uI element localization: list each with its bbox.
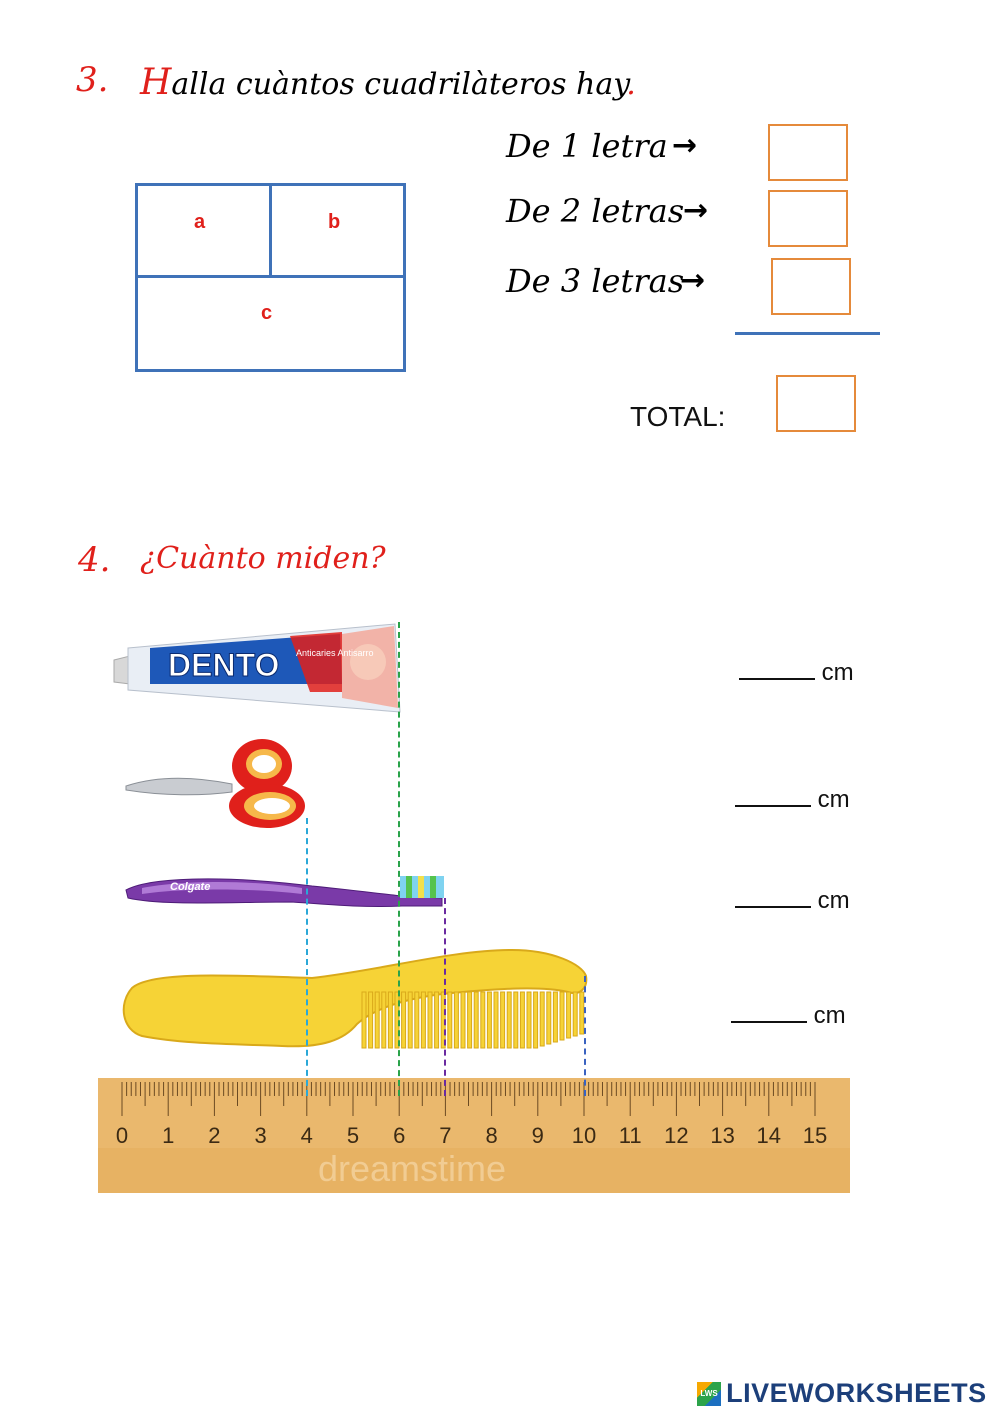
ruler-label-4: 4 (300, 1123, 313, 1148)
comb-tooth (474, 992, 478, 1048)
comb-tooth (534, 992, 538, 1048)
comb-tooth (382, 992, 386, 1048)
unit-label: cm (813, 1002, 846, 1029)
comb-tooth (454, 992, 458, 1048)
unit-label: cm (821, 659, 854, 686)
cell-label-b: b (328, 211, 341, 233)
comb-tooth (567, 992, 571, 1038)
comb-tooth (468, 992, 472, 1048)
question-4-title: ¿Cuànto miden? (140, 541, 386, 576)
liveworksheets-logo (697, 1378, 987, 1410)
comb-tooth (573, 992, 577, 1036)
ruler (98, 1078, 850, 1193)
comb-tooth (527, 992, 531, 1048)
ruler-label-7: 7 (439, 1123, 452, 1148)
cell-label-a: a (194, 211, 206, 233)
answer-box-total[interactable] (776, 375, 856, 432)
comb-tooth (448, 992, 452, 1048)
answer-line-scissors[interactable] (735, 783, 850, 814)
ruler-label-0: 0 (115, 1123, 129, 1148)
answer-line-toothbrush[interactable] (735, 884, 850, 915)
guide-line-toothpaste (398, 622, 400, 1096)
comb-tooth (520, 992, 524, 1048)
ruler-label-9: 9 (531, 1123, 544, 1148)
comb-tooth (553, 992, 557, 1042)
guide-line-comb (584, 976, 586, 1096)
ruler-label-12: 12 (664, 1123, 689, 1148)
comb-tooth (415, 992, 419, 1048)
comb-tooth (501, 992, 505, 1048)
answer-box-2-letters[interactable] (768, 190, 848, 247)
arrow-right-icon: → (683, 193, 709, 228)
guide-line-scissors (306, 818, 308, 1096)
comb-tooth (369, 992, 373, 1048)
comb-tooth (408, 992, 412, 1048)
ruler-label-15: 15 (802, 1123, 828, 1148)
comb-tooth (540, 992, 544, 1046)
question-3-number: 3. (76, 60, 109, 100)
toothbrush-bristles-green (406, 876, 412, 898)
arrow-right-icon: → (680, 263, 706, 298)
question-3-title (140, 62, 636, 103)
answer-underline[interactable] (739, 656, 815, 680)
arrow-right-icon: → (672, 128, 698, 163)
answer-line-toothpaste[interactable] (739, 656, 854, 687)
toothpaste-image (110, 622, 405, 718)
title-period: . (626, 67, 636, 102)
comb-tooth (375, 992, 379, 1048)
comb-tooth (388, 992, 392, 1048)
answer-line-comb[interactable] (731, 999, 846, 1030)
ruler-label-11: 11 (618, 1123, 642, 1148)
answer-box-1-letter[interactable] (768, 124, 848, 181)
ruler-label-1: 1 (162, 1123, 175, 1148)
ruler-label-6: 6 (393, 1123, 406, 1148)
comb-tooth (507, 992, 511, 1048)
comb-tooth (421, 992, 425, 1048)
logo-icon: LWS (697, 1382, 721, 1406)
answer-underline[interactable] (735, 783, 811, 807)
cell-label-c: c (261, 302, 273, 324)
comb-tooth (514, 992, 518, 1048)
ruler-label-14: 14 (756, 1123, 782, 1148)
comb-tooth (547, 992, 551, 1044)
answer-box-3-letters[interactable] (771, 258, 851, 315)
row-label-2-letters: De 2 letras (506, 192, 685, 230)
comb-tooth (461, 992, 465, 1048)
ruler-label-5: 5 (346, 1123, 360, 1148)
guide-line-toothbrush (444, 898, 446, 1096)
title-initial: H (140, 62, 172, 103)
comb-tooth (428, 992, 432, 1048)
answer-underline[interactable] (731, 999, 807, 1023)
comb-tooth (560, 992, 564, 1040)
comb-teeth (362, 992, 584, 1048)
comb-tooth (402, 992, 406, 1048)
scissors-image (122, 734, 312, 834)
ruler-watermark: dreamstime (318, 1148, 507, 1189)
scissors-handle-top-inner (252, 755, 276, 773)
toothpaste-sub-text: Anticaries Antisarro (296, 648, 374, 658)
comb-tooth (435, 992, 439, 1048)
comb-tooth (487, 992, 491, 1048)
toothbrush-brand-text: Colgate (170, 881, 211, 893)
scissors-blade (126, 778, 232, 795)
comb-tooth (494, 992, 498, 1048)
ruler-label-2: 2 (208, 1123, 221, 1148)
scissors-handle-bottom-inner (254, 798, 290, 814)
liveworksheets-brand-text: LIVEWORKSHEETS (726, 1378, 987, 1408)
row-label-1-letter: De 1 letra (506, 127, 668, 165)
unit-label: cm (817, 887, 850, 914)
row-label-3-letters: De 3 letras (506, 262, 685, 300)
toothbrush-bristles-green (430, 876, 436, 898)
comb-tooth (481, 992, 485, 1048)
toothbrush-image (122, 872, 452, 914)
unit-label: cm (817, 786, 850, 813)
ruler-label-10: 10 (571, 1123, 597, 1148)
toothbrush-bristles-yellow (418, 876, 424, 898)
comb-tooth (362, 992, 366, 1048)
total-label: TOTAL: (630, 401, 726, 432)
toothpaste-brand-text: DENTO (168, 647, 280, 683)
title-text: alla cuàntos cuadrilàteros hay (171, 67, 627, 102)
comb-image (122, 948, 592, 1056)
ruler-label-13: 13 (710, 1123, 735, 1148)
ruler-label-8: 8 (485, 1123, 498, 1148)
sum-line (735, 332, 880, 335)
question-4-number: 4. (78, 540, 111, 580)
figure-horizontal-divider (137, 275, 404, 278)
ruler-label-3: 3 (254, 1123, 267, 1148)
answer-underline[interactable] (735, 884, 811, 908)
figure-vertical-divider (269, 185, 272, 277)
